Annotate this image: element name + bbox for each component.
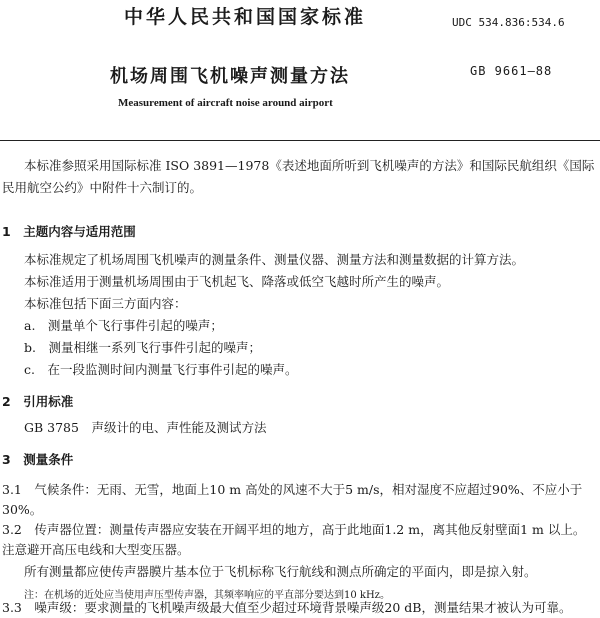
section-1-para-2: 本标准适用于测量机场周围由于飞机起飞、降落或低空飞越时所产生的噪声。	[24, 274, 450, 289]
header-divider	[0, 140, 600, 141]
udc-code: UDC 534.836:534.6	[452, 16, 565, 29]
section-1-para-3: 本标准包括下面三方面内容：	[24, 296, 187, 311]
english-title: Measurement of aircraft noise around airport	[118, 97, 333, 109]
intro-line-1: 本标准参照采用国际标准 ISO 3891—1978《表述地面所听到飞机噪声的方法》和国际民航组织《国际	[24, 158, 595, 173]
clause-3-2-line-3: 所有测量都应使传声器膜片基本位于飞机标称飞行航线和测点所确定的平面内，即是掠入射。	[24, 564, 537, 579]
section-1-heading: 1 主题内容与适用范围	[2, 224, 136, 239]
section-1-para-1: 本标准规定了机场周围飞机噪声的测量条件、测量仪器、测量方法和测量数据的计算方法。	[24, 252, 525, 267]
section-2-heading: 2 引用标准	[2, 394, 74, 409]
clause-3-1-line-1: 3.1 气候条件：无雨、无雪，地面上10 m 高处的风速不大于5 m/s，相对湿度不应超过90%、不应小于	[2, 482, 583, 497]
clause-3-2-line-1: 3.2 传声器位置：测量传声器应安装在开阔平坦的地方，高于此地面1.2 m，离其他反射壁面1 m 以上。	[2, 522, 586, 537]
reference-standard: GB 3785 声级计的电、声性能及测试方法	[24, 420, 267, 435]
list-item-a: a. 测量单个飞行事件引起的噪声；	[24, 318, 223, 333]
clause-3-3: 3.3 噪声级：要求测量的飞机噪声级最大值至少超过环境背景噪声级20 dB，测量结果才被认为可靠。	[2, 600, 572, 615]
list-item-b: b. 测量相继一系列飞行事件引起的噪声；	[24, 340, 261, 355]
list-item-c: c. 在一段监测时间内测量飞行事件引起的噪声。	[24, 362, 298, 377]
intro-line-2: 民用航空公约》中附件十六制订的。	[2, 180, 203, 195]
standard-org-title: 中华人民共和国国家标准	[124, 6, 367, 28]
clause-3-1-line-2: 30%。	[2, 502, 43, 517]
document-title: 机场周围飞机噪声测量方法	[110, 66, 350, 87]
clause-3-2-note: 注：在机场的近处应当使用声压型传声器，其频率响应的平直部分要达到10 kHz。	[24, 590, 390, 601]
clause-3-2-line-2: 注意避开高压电线和大型变压器。	[2, 542, 190, 557]
gb-number: GB 9661—88	[470, 64, 553, 78]
section-3-heading: 3 测量条件	[2, 452, 74, 467]
